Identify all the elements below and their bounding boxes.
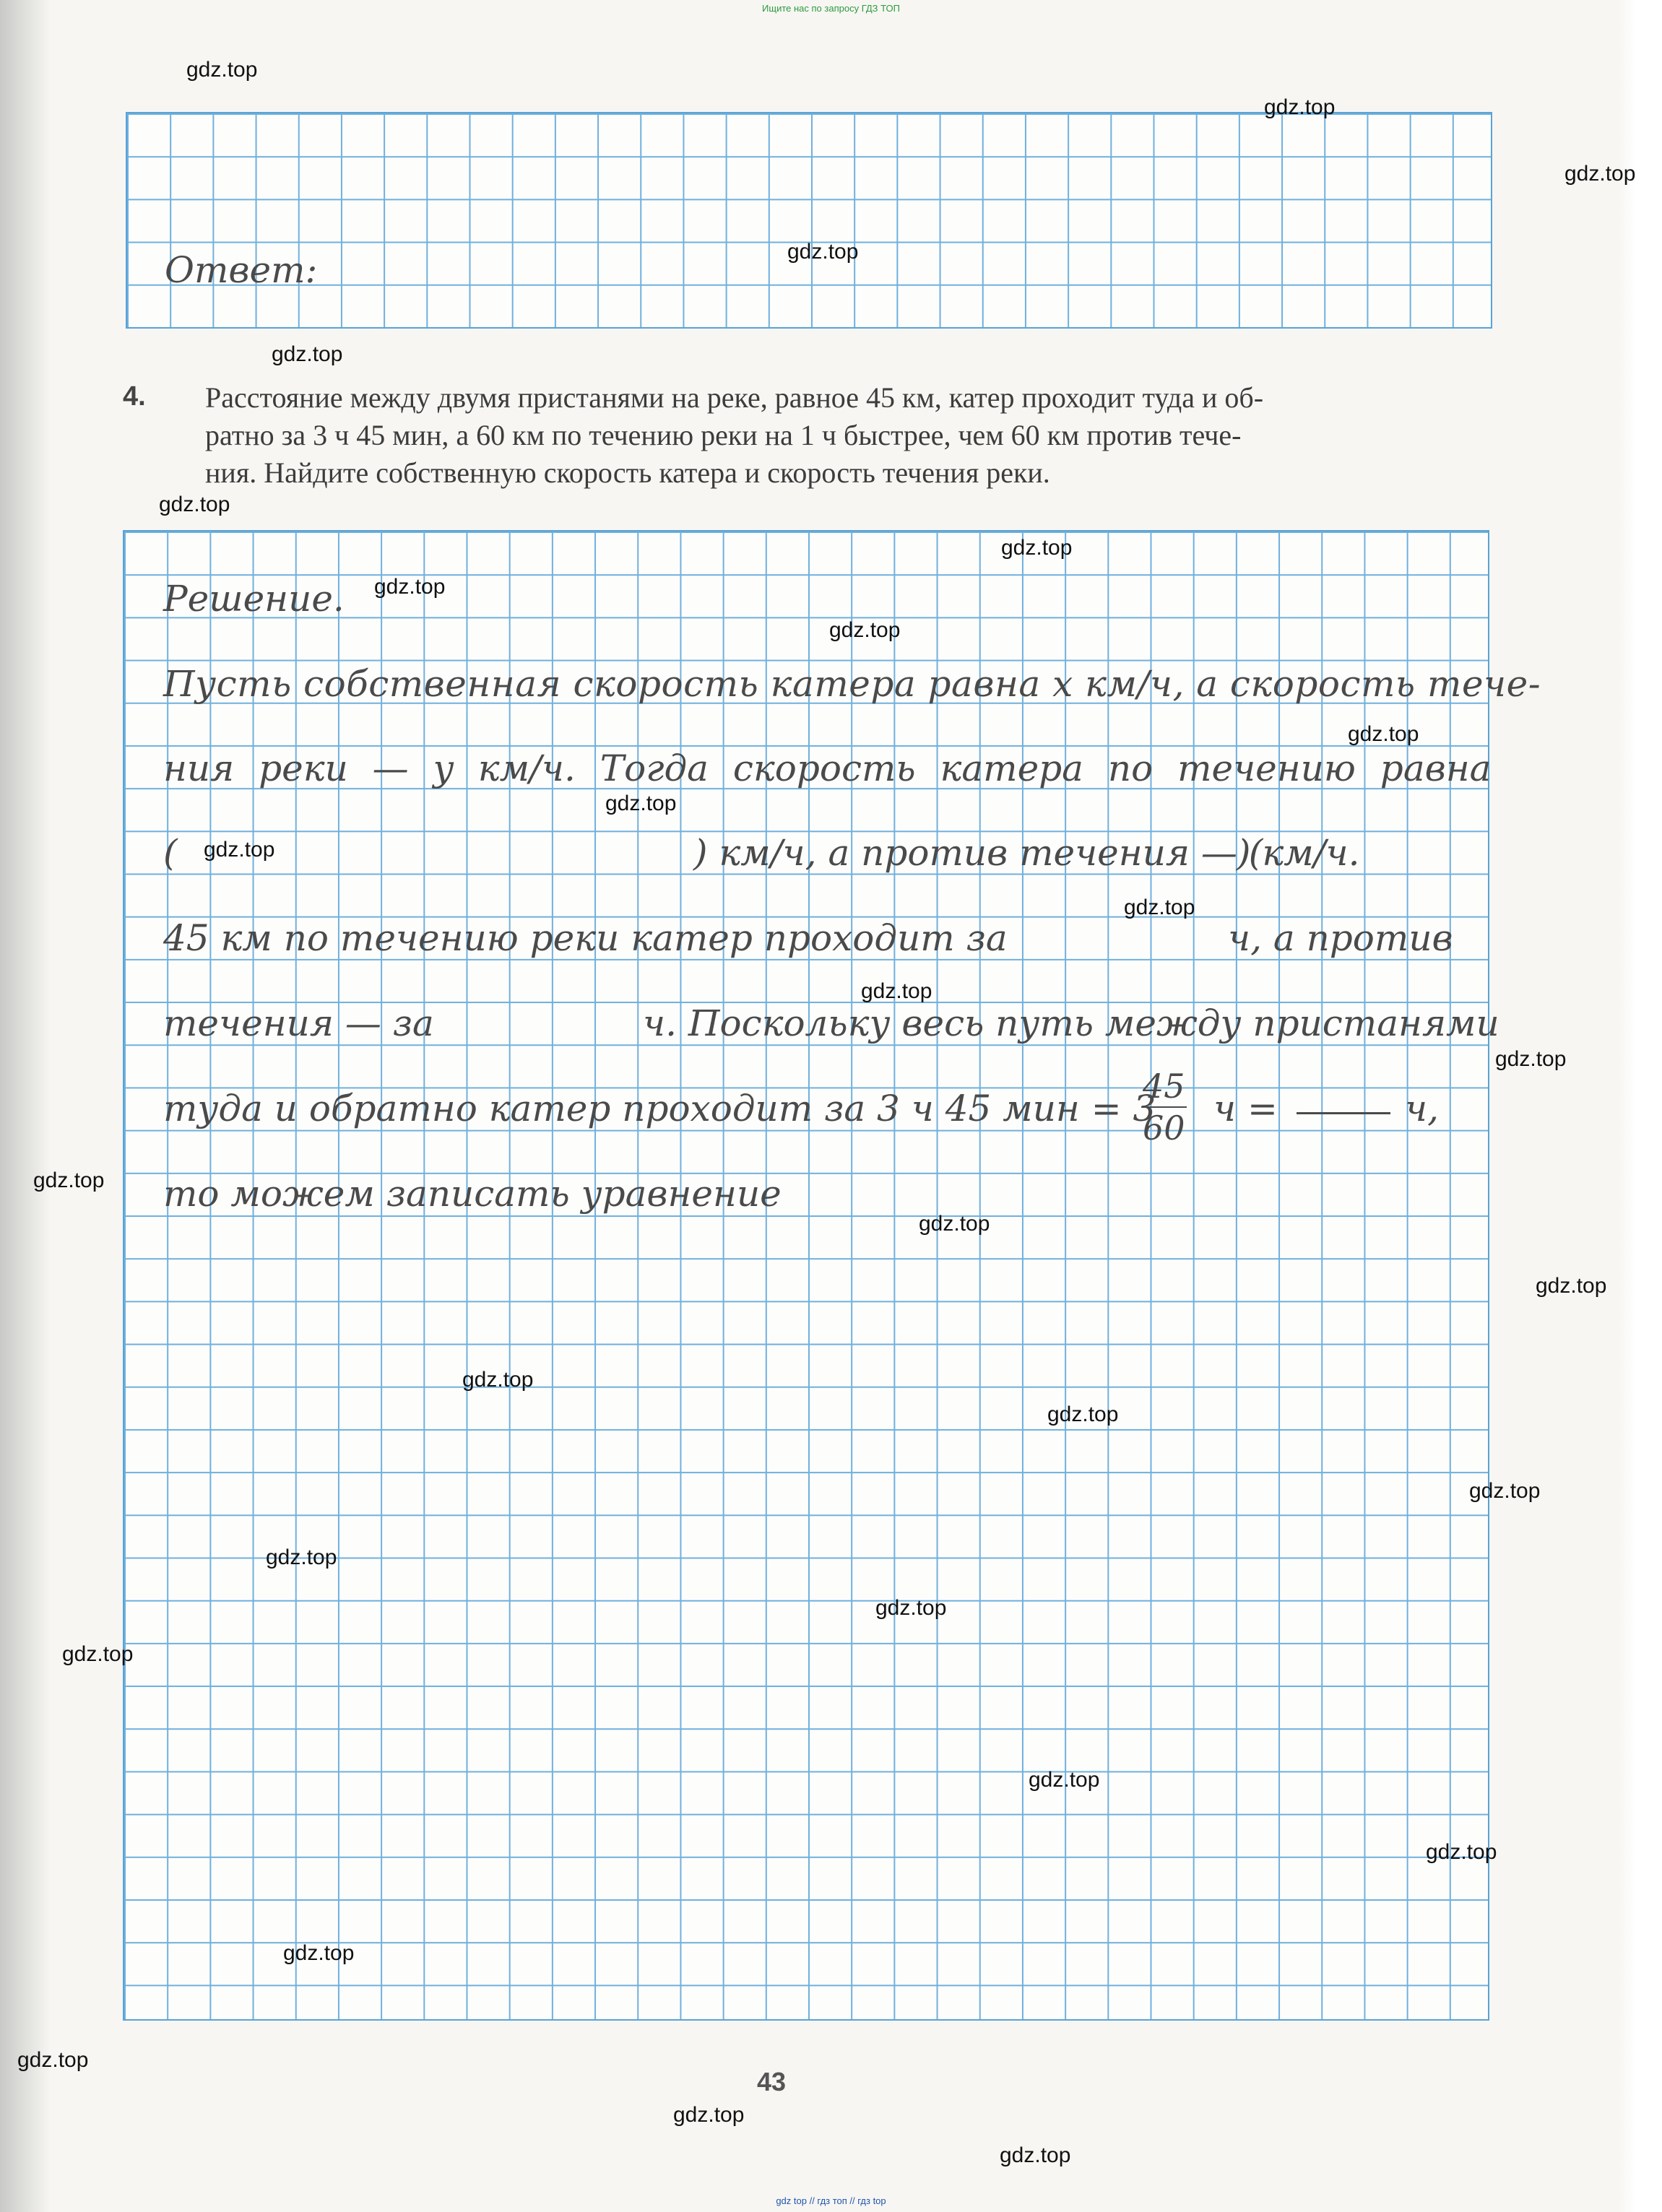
watermark: gdz.top <box>1536 1274 1607 1298</box>
fraction-blank-line <box>1297 1112 1390 1114</box>
watermark: gdz.top <box>186 58 258 82</box>
solution-title: Решение. <box>163 578 345 620</box>
watermark: gdz.top <box>829 618 901 642</box>
answer-grid <box>126 112 1492 329</box>
watermark: gdz.top <box>283 1941 355 1965</box>
watermark: gdz.top <box>462 1368 534 1392</box>
solution-line-4-start: 45 км по течению реки катер проходит за <box>163 917 1008 959</box>
watermark: gdz.top <box>17 2048 89 2072</box>
watermark: gdz.top <box>673 2103 745 2127</box>
watermark: gdz.top <box>272 342 343 366</box>
solution-line-6-end: ч, <box>1405 1088 1439 1129</box>
page-number: 43 <box>757 2067 787 2096</box>
watermark: gdz.top <box>1469 1479 1541 1503</box>
solution-line-3-end: ) км/ч. <box>1237 832 1360 874</box>
watermark: gdz.top <box>787 240 859 264</box>
solution-line-1: Пусть собственная скорость катера равна x км/ч, а скорость тече- <box>163 663 1541 705</box>
watermark: gdz.top <box>204 838 275 862</box>
solution-line-4-end: ч, а против <box>1228 917 1453 959</box>
watermark: gdz.top <box>1348 722 1419 746</box>
fraction-denominator: 60 <box>1143 1109 1185 1148</box>
watermark: gdz.top <box>1047 1402 1119 1426</box>
solution-line-6-start: туда и обратно катер проходит за 3 ч 45 мин = 3 <box>163 1088 1156 1129</box>
watermark: gdz.top <box>1564 162 1636 186</box>
solution-line-5-end: ч. Поскольку весь путь между пристанями <box>643 1002 1499 1044</box>
watermark: gdz.top <box>266 1545 337 1569</box>
watermark: gdz.top <box>1000 2143 1071 2167</box>
open-paren-1: ( <box>163 832 178 874</box>
answer-label: Ответ: <box>165 249 318 291</box>
watermark: gdz.top <box>33 1168 105 1192</box>
task-statement <box>205 379 1491 492</box>
solution-line-5-start: течения — за <box>163 1002 434 1044</box>
top-banner: Ищите нас по запросу ГДЗ ТОП <box>762 3 900 14</box>
page-edge <box>1619 0 1662 2212</box>
watermark: gdz.top <box>1495 1047 1567 1071</box>
watermark: gdz.top <box>62 1642 134 1666</box>
watermark: gdz.top <box>919 1212 990 1236</box>
task-line: Расстояние между двумя пристанями на реке, равное 45 км, катер проходит туда и об- <box>205 381 1264 414</box>
watermark: gdz.top <box>374 575 446 599</box>
watermark: gdz.top <box>159 493 230 516</box>
watermark: gdz.top <box>605 791 677 815</box>
solution-line-2: ния реки — y км/ч. Тогда скорость катера по течению равна <box>163 747 1492 789</box>
book-spine-shadow <box>0 0 51 2212</box>
solution-line-3-mid: ) км/ч, а против течения — ( <box>693 832 1263 874</box>
watermark: gdz.top <box>875 1596 947 1620</box>
watermark: gdz.top <box>1124 895 1195 919</box>
task-number: 4. <box>123 381 146 412</box>
fraction-45-60 <box>1141 1066 1187 1148</box>
watermark: gdz.top <box>1029 1768 1100 1792</box>
watermark: gdz.top <box>861 979 932 1003</box>
watermark: gdz.top <box>1001 536 1073 560</box>
task-line: ния. Найдите собственную скорость катера и скорость течения реки. <box>205 456 1050 489</box>
watermark: gdz.top <box>1264 95 1336 119</box>
solution-line-6-mid: ч = <box>1213 1088 1278 1129</box>
solution-line-7: то можем записать уравнение <box>163 1173 782 1215</box>
bottom-banner: gdz top // гдз топ // гдз top <box>776 2195 886 2206</box>
watermark: gdz.top <box>1426 1840 1497 1864</box>
fraction-numerator: 45 <box>1141 1066 1187 1108</box>
task-line: ратно за 3 ч 45 мин, а 60 км по течению реки на 1 ч быстрее, чем 60 км против тече- <box>205 419 1242 451</box>
